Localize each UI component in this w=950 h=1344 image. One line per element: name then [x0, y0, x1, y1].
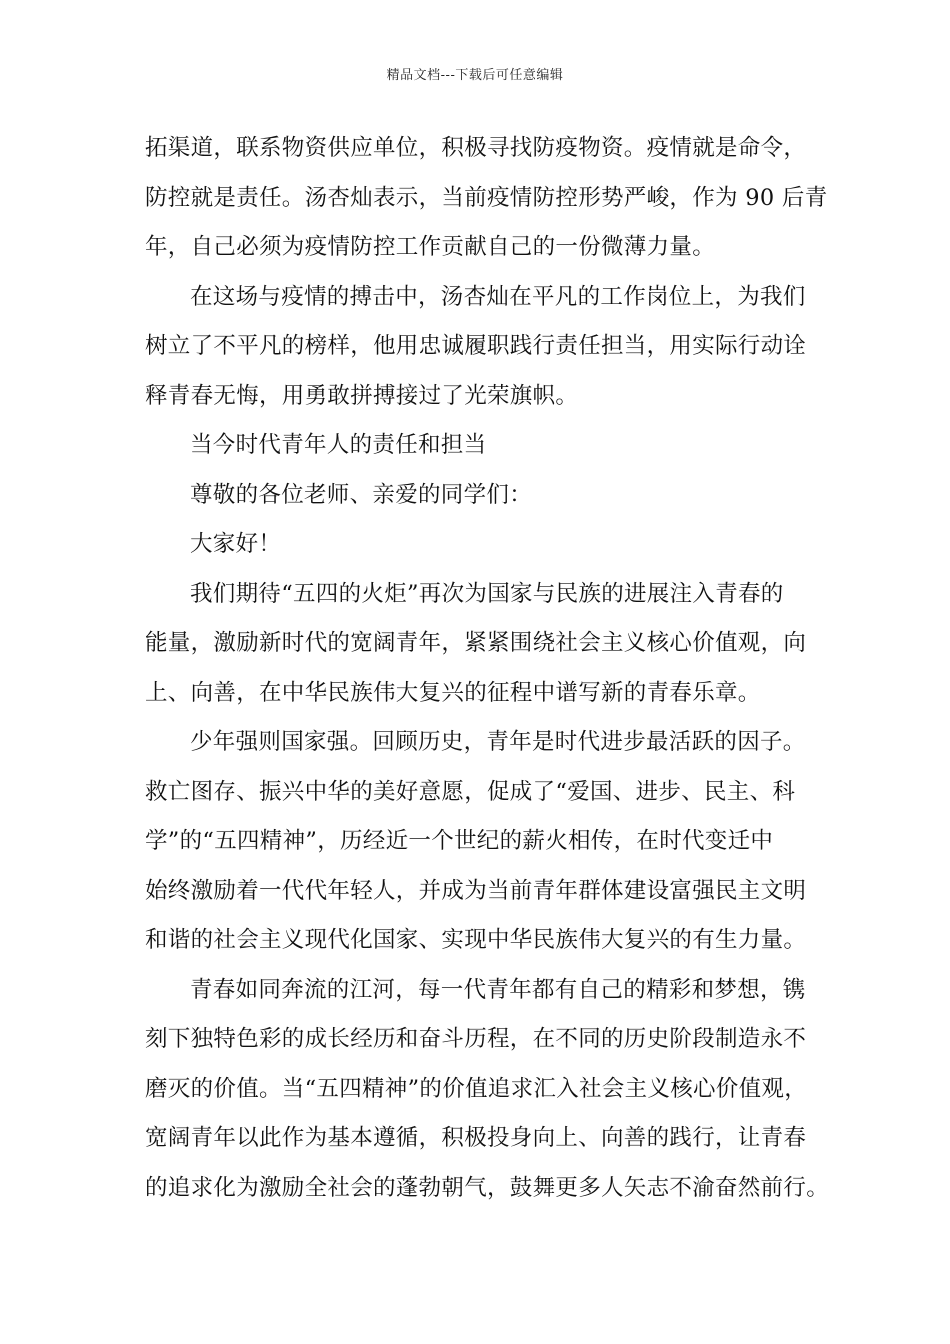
section-title: 当今时代青年人的责任和担当 [190, 432, 487, 458]
text-line: 拓渠道，联系物资供应单位，积极寻找防疫物资。疫情就是命令， [145, 135, 807, 161]
text-line: 树立了不平凡的榜样，他用忠诚履职践行责任担当，用实际行动诠 [145, 333, 807, 359]
text-line: 救亡图存、振兴中华的美好意愿，促成了“爱国、进步、民主、科 [145, 778, 796, 805]
text-line: 磨灭的价值。当“五四精神”的价值追求汇入社会主义核心价值观， [145, 1075, 808, 1102]
text-line: 和谐的社会主义现代化国家、实现中华民族伟大复兴的有生力量。 [145, 927, 807, 953]
text-line: 的追求化为激励全社会的蓬勃朝气，鼓舞更多人矢志不渝奋然前行。 [145, 1174, 830, 1201]
paragraph-start-line: 在这场与疫情的搏击中，汤杏灿在平凡的工作岗位上，为我们 [190, 283, 806, 310]
text-line: 宽阔青年以此作为基本遵循，积极投身向上、向善的践行，让青春 [145, 1125, 807, 1151]
page-header: 精品文档---下载后可任意编辑 [386, 68, 564, 83]
document-body [145, 130, 830, 1219]
text-line: 学”的“五四精神”，历经近一个世纪的薪火相传，在时代变迁中 [145, 828, 774, 854]
text-line: 释青春无悔，用勇敢拼搏接过了光荣旗帜。 [145, 382, 579, 409]
paragraph-start-line: 少年强则国家强。回顾历史，青年是时代进步最活跃的因子。 [190, 729, 806, 755]
text-line: 能量，激励新时代的宽阔青年，紧紧围绕社会主义核心价值观，向 [145, 630, 807, 656]
text-line: 刻下独特色彩的成长经历和奋斗历程，在不同的历史阶段制造永不 [145, 1026, 807, 1052]
greeting: 大家好！ [190, 531, 282, 557]
text-line: 上、向善，在中华民族伟大复兴的征程中谱写新的青春乐章。 [145, 679, 761, 706]
paragraph-start-line: 我们期待“五四的火炬”再次为国家与民族的进展注入青春的 [190, 580, 784, 607]
text-line: 防控就是责任。汤杏灿表示，当前疫情防控形势严峻，作为 90 后青 [145, 184, 828, 211]
paragraph-start-line: 青春如同奔流的江河，每一代青年都有自己的精彩和梦想，镌 [190, 976, 806, 1003]
salutation: 尊敬的各位老师、亲爱的同学们： [190, 481, 533, 508]
text-line: 年，自己必须为疫情防控工作贡献自己的一份微薄力量。 [145, 234, 716, 260]
text-line: 始终激励着一代代年轻人，并成为当前青年群体建设富强民主文明 [145, 877, 807, 904]
